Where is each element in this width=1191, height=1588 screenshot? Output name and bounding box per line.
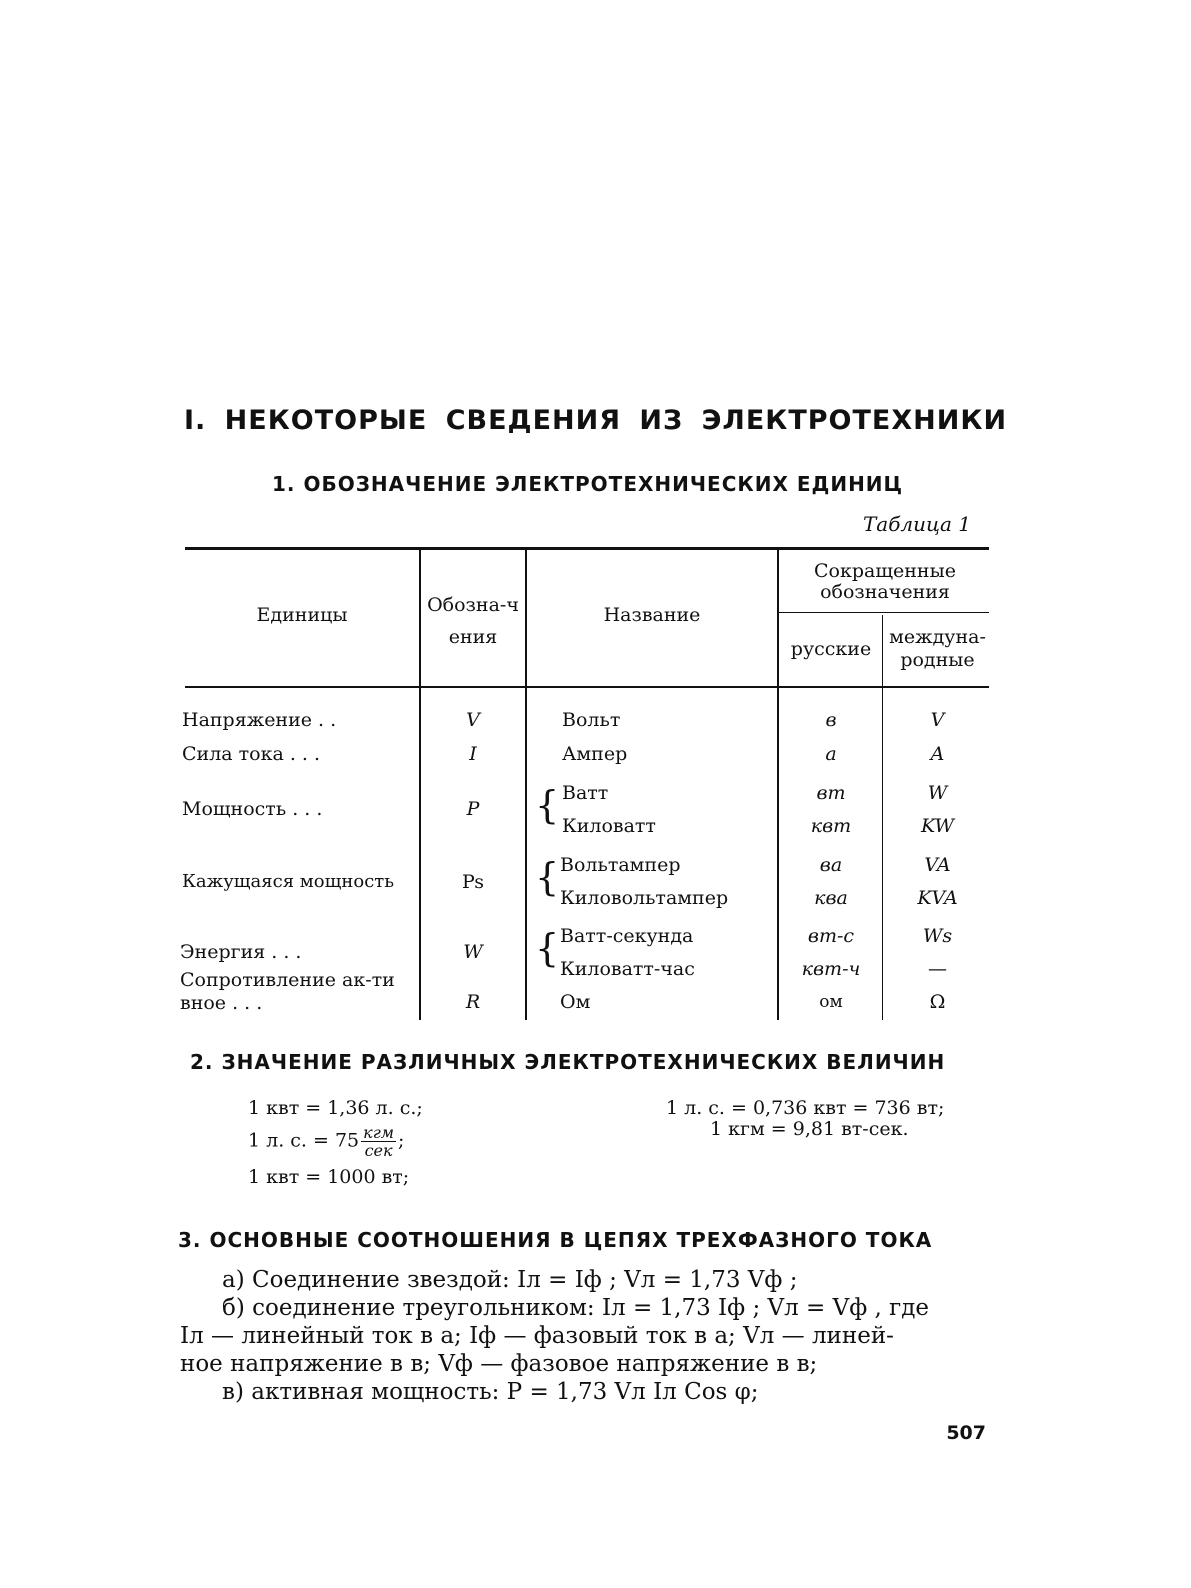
page-number: 507 <box>946 1422 986 1444</box>
row-name: Вольт <box>562 709 621 731</box>
formula-kw-hp: 1 квт = 1,36 л. с.; <box>248 1097 423 1119</box>
row-name: Киловольтампер <box>560 887 729 909</box>
row-unit: Мощность . . . <box>182 798 323 820</box>
row-ru: ва <box>819 854 843 876</box>
row-symbol: Ps <box>461 871 485 893</box>
row-intl: W <box>927 782 948 804</box>
row-unit: Кажущаяся мощность <box>182 871 395 892</box>
row-unit: Сила тока . . . <box>182 743 321 765</box>
row-ru: ом <box>819 992 843 1012</box>
row-intl: KW <box>920 815 955 837</box>
row-ru: квт <box>810 815 852 837</box>
row-name: Киловатт <box>562 815 656 837</box>
row-name: Вольтампер <box>560 854 681 876</box>
section2-heading: 2. ЗНАЧЕНИЕ РАЗЛИЧНЫХ ЭЛЕКТРОТЕХНИЧЕСКИХ ВЕЛИЧИН <box>190 1050 946 1074</box>
section1-heading: 1. ОБОЗНАЧЕНИЕ ЭЛЕКТРОТЕХНИЧЕСКИХ ЕДИНИЦ <box>272 472 904 496</box>
col-divider-2 <box>525 550 527 1020</box>
table-top-rule <box>185 547 989 550</box>
formula-kgm-ws: 1 кгм = 9,81 вт-сек. <box>710 1118 909 1140</box>
formula-hp-prefix: 1 л. с. = 75 <box>248 1129 360 1152</box>
row-brace: { <box>535 783 560 827</box>
col-divider-4 <box>882 615 883 1020</box>
row-name: Ватт-секунда <box>560 925 694 947</box>
paragraph-line: ное напряжение в в; Vф — фазовое напряжение в в; <box>180 1351 818 1377</box>
row-brace: { <box>535 926 560 970</box>
paragraph-line: б) соединение треугольником: Iл = 1,73 Iф ; Vл = Vф , где <box>222 1295 929 1321</box>
paragraph-line: в) активная мощность: P = 1,73 Vл Iл Cos φ; <box>222 1379 759 1405</box>
header-international: междуна-родные <box>889 626 986 671</box>
row-symbol: R <box>465 991 481 1013</box>
row-ru: ква <box>814 887 848 909</box>
row-ru: квт-ч <box>801 958 861 980</box>
row-symbol: W <box>463 941 483 963</box>
row-symbol: P <box>466 798 480 820</box>
row-name: Ватт <box>562 782 609 804</box>
formula-hp-kgm <box>248 1124 404 1159</box>
table-header-rule <box>185 686 989 688</box>
row-intl: Ω <box>929 991 946 1013</box>
col-divider-1 <box>419 550 421 1020</box>
fraction-denominator: сек <box>364 1141 393 1160</box>
row-name: Ампер <box>562 743 628 765</box>
row-intl: KVA <box>917 887 958 909</box>
table-label: Таблица 1 <box>862 512 971 536</box>
abbr-divider-rule <box>779 612 989 613</box>
row-symbol: V <box>466 709 480 731</box>
row-intl: A <box>930 743 945 765</box>
formula-hp-suffix: ; <box>398 1129 405 1152</box>
row-intl: Ws <box>922 925 953 947</box>
header-units: Единицы <box>256 604 348 626</box>
col-divider-3 <box>777 550 779 1020</box>
row-ru: вт <box>816 782 846 804</box>
header-name: Название <box>603 604 701 626</box>
row-unit: Энергия . . . <box>180 941 302 963</box>
header-symbol: Обозна-чения <box>427 594 519 648</box>
row-symbol: I <box>469 743 477 765</box>
row-intl: — <box>928 958 947 980</box>
row-name: Киловатт-час <box>560 958 695 980</box>
row-ru: а <box>825 743 837 765</box>
row-ru: вт-с <box>807 925 855 947</box>
section3-heading: 3. ОСНОВНЫЕ СООТНОШЕНИЯ В ЦЕПЯХ ТРЕХФАЗНОГО ТОКА <box>178 1228 933 1252</box>
row-name: Ом <box>560 991 591 1013</box>
row-intl: V <box>930 709 945 731</box>
row-brace: { <box>535 855 560 899</box>
paragraph-line: а) Соединение звездой: Iл = Iф ; Vл = 1,73 Vф ; <box>222 1267 798 1293</box>
row-unit: Напряжение . . <box>182 709 337 731</box>
formula-kw-w: 1 квт = 1000 вт; <box>248 1166 410 1188</box>
paragraph-line: Iл — линейный ток в а; Iф — фазовый ток в а; Vл — линей- <box>180 1323 894 1349</box>
header-russian: русские <box>790 638 872 660</box>
page-title: I. НЕКОТОРЫЕ СВЕДЕНИЯ ИЗ ЭЛЕКТРОТЕХНИКИ <box>183 405 1008 436</box>
row-intl: VA <box>924 854 951 876</box>
row-ru: в <box>825 709 837 731</box>
fraction-numerator: кгм <box>363 1123 395 1142</box>
formula-hp-kw: 1 л. с. = 0,736 квт = 736 вт; <box>666 1097 945 1119</box>
fraction <box>361 1124 396 1159</box>
row-unit: Сопротивление ак-тивное . . . <box>180 969 395 1014</box>
header-abbr: Сокращенные обозначения <box>814 560 956 603</box>
